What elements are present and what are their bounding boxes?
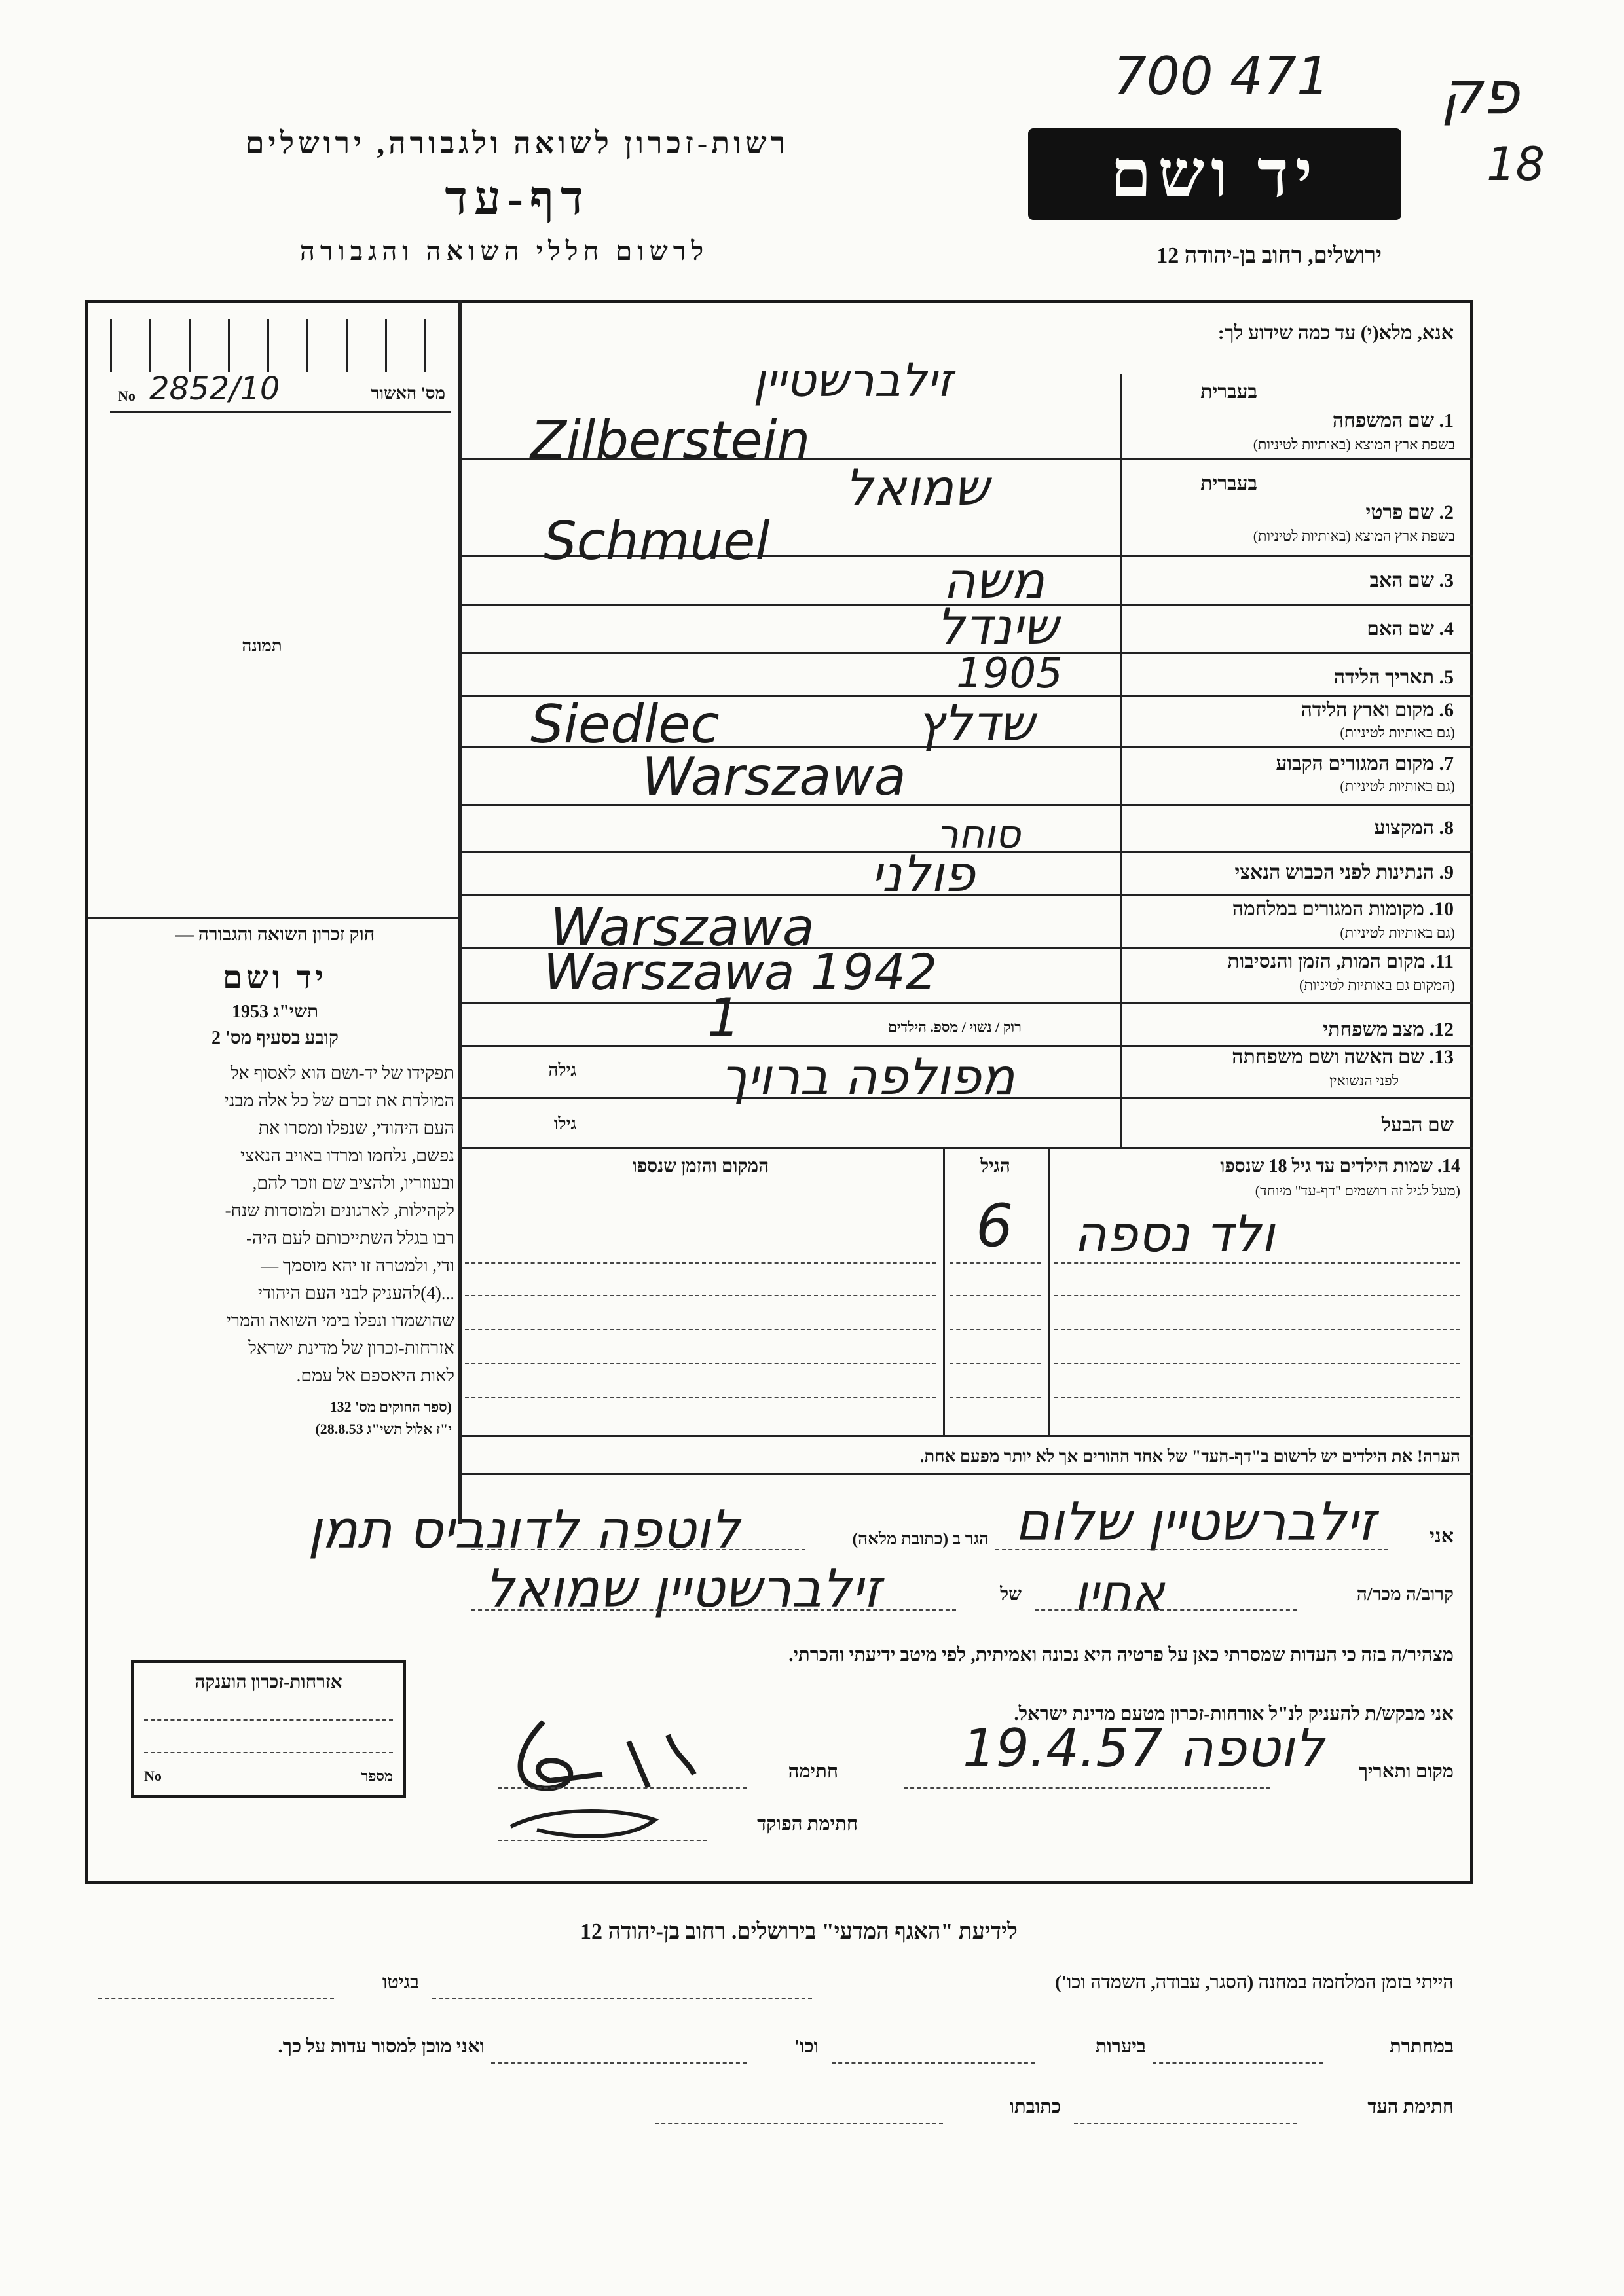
of-line <box>471 1609 956 1611</box>
children-name-line-3 <box>1054 1329 1460 1330</box>
field-7-value-latin: Warszawa <box>642 746 906 807</box>
children-note: הערה! את הילדים יש לרשום ב"דף-העד" של אחד ההורים אך לא יותר מפעם אחת. <box>919 1447 1460 1466</box>
footer-line-2b: ביערות <box>1095 2036 1146 2057</box>
law-line-7: רבו בגלל השתייכותם לעם היה- <box>246 1228 454 1248</box>
sidebar-divider <box>458 300 462 1524</box>
label-column-divider <box>1120 374 1122 1147</box>
footer-line-1b: בגיטו <box>382 1972 419 1993</box>
citizenship-title: אזרחות-זכרון הוענקה <box>194 1672 342 1692</box>
official-label: חתימת הפוקד <box>757 1813 858 1834</box>
law-title: חוק זכרון השואה והגבורה — <box>175 924 375 945</box>
field-11-value-latin: Warszawa 1942 <box>544 943 938 1001</box>
field-11-sub2: (המקום גם באותיות לטיניות) <box>1299 977 1455 993</box>
footer-line-3-blank-2 <box>655 2123 943 2124</box>
field-12-options: רוק / נשוי / מספ. הילדים <box>888 1019 1022 1035</box>
place-date-label: מקום ותאריך <box>1358 1761 1454 1782</box>
child-1-name: ולד נספה <box>1074 1205 1275 1263</box>
law-line-5: ובעוזריו, ולהציב שם וזכר להם, <box>252 1173 454 1193</box>
children-name-line-4 <box>1054 1363 1460 1364</box>
field-1-sublabel: בעברית <box>1200 381 1257 403</box>
wife-age-label: גילה <box>548 1061 576 1080</box>
registration-underline <box>110 411 451 413</box>
field-13-sub2: לפני הנשואין <box>1329 1072 1399 1089</box>
field-10-sub2: (גם באותיות לטיניות) <box>1340 924 1455 941</box>
field-11-label: 11. מקום המות, הזמן והנסיבות <box>1227 951 1454 972</box>
signature-label: חתימה <box>788 1761 838 1782</box>
official-line <box>498 1840 707 1841</box>
field-6-label: 6. מקום וארץ הלידה <box>1301 699 1454 721</box>
note-bottom-line <box>458 1473 1473 1475</box>
declarant-name: זילברשטיין שלום <box>1015 1491 1376 1552</box>
sidebar-sep <box>88 917 458 919</box>
children-age-line-3 <box>950 1329 1041 1330</box>
registration-ticks <box>110 319 451 372</box>
relation-line <box>1035 1609 1297 1611</box>
declarant-signature <box>498 1696 747 1807</box>
declaration-text: מצהיר/ה בזה כי העדות שמסרתי כאן על פרטיה היא נכונה ואמיתית, לפי מיטב ידיעתי והכרתי. <box>788 1645 1454 1666</box>
field-12-label: 12. מצב משפחתי <box>1323 1019 1454 1040</box>
field-13-line <box>458 1097 1473 1099</box>
footer-line-2-blank-1 <box>1153 2062 1323 2064</box>
footer-line-3b: כתובתו <box>1009 2096 1061 2117</box>
form-subtitle: לרשום חללי השואה והגבורה <box>299 236 709 266</box>
registration-no-prefix: No <box>118 388 136 404</box>
logo-text: יד ושם <box>1110 137 1320 211</box>
law-line-3: העם היהודי, שנפלו ומסרו את <box>258 1118 454 1138</box>
footer-line-3a: חתימת העד <box>1367 2096 1454 2117</box>
field-1-value-latin: Zilberstein <box>530 410 811 471</box>
field-9-value: פולני <box>871 845 975 903</box>
children-age-line-4 <box>950 1363 1041 1364</box>
law-line-2: המולדת את זכרם של כל אלה מבני <box>224 1091 454 1110</box>
children-row-line-4 <box>465 1363 936 1364</box>
law-line-6: לקהילות, לארגונים ולמוסדות שנח- <box>225 1201 454 1220</box>
footer-line-2-blank-2 <box>832 2062 1035 2064</box>
footer-line-2a: במחתרת <box>1390 2036 1454 2057</box>
children-col-divider-2 <box>943 1147 945 1435</box>
children-name-line-2 <box>1054 1295 1460 1296</box>
signature-line <box>498 1787 747 1789</box>
children-age-line-1 <box>950 1262 1041 1264</box>
children-label: 14. שמות הילדים עד גיל 18 שנספו <box>1220 1156 1460 1176</box>
footer-title: לידיעת "האגף המדעי" בירושלים. רחוב בן-יהודה 12 <box>580 1920 1018 1944</box>
citizenship-line-2 <box>144 1752 393 1753</box>
children-name-line-5 <box>1054 1397 1460 1398</box>
field-7-label: 7. מקום המגורים הקבוע <box>1276 753 1454 774</box>
field-6-sub2: (גם באותיות לטיניות) <box>1340 724 1455 740</box>
field-7-sub2: (גם באותיות לטיניות) <box>1340 778 1455 794</box>
field-5-label: 5. תאריך הלידה <box>1333 666 1454 688</box>
law-line-8: ודי, ולמטרה זו יהא מוסמך — <box>261 1256 454 1275</box>
field-7-line <box>458 804 1473 806</box>
children-sub: (מעל לגיל זה רושמים "דף-עד" מיוחד) <box>1255 1182 1460 1199</box>
relation-value: אחיו <box>1074 1563 1165 1622</box>
field-2-value-latin: Schmuel <box>544 511 770 572</box>
field-1-label: 1. שם המשפחה <box>1332 410 1454 431</box>
children-col-age: הגיל <box>980 1156 1010 1176</box>
declarant-ani: אני <box>1430 1525 1454 1547</box>
of-label: של <box>1000 1584 1022 1605</box>
law-line-9: ...(4)להעניק לבני העם היהודי <box>257 1283 454 1303</box>
field-3-label: 3. שם האב <box>1369 570 1454 591</box>
declarant-address-label: הגר ב (כתובת מלאה) <box>852 1529 989 1548</box>
footer-line-1a: הייתי בזמן המלחמה במחנה (הסגר, עבודה, השמדה וכו') <box>1055 1972 1454 1993</box>
field-6-value-latin: Siedlec <box>530 694 720 755</box>
husband-label: שם הבעל <box>1381 1114 1454 1136</box>
footer-line-1-blank <box>432 1998 812 1999</box>
intro-text: אנא, מלא(י) עד כמה שידוע לך: <box>1217 322 1454 344</box>
field-4-label: 4. שם האם <box>1367 618 1454 640</box>
registration-label: מס' האשור <box>371 384 445 403</box>
footer-line-1-blank-2 <box>98 1998 334 1999</box>
field-8-label: 8. המקצוע <box>1374 817 1454 839</box>
field-2-value-hebrew: שמואל <box>845 458 989 517</box>
declarant-address: לוטפה לדונביס תמן <box>308 1499 740 1560</box>
address: ירושלים, רחוב בן-יהודה 12 <box>1156 244 1382 268</box>
corner-mark: פק <box>1441 59 1520 128</box>
law-line-4: נפשם, נלחמו ומרדו באויב הנאצי <box>240 1146 454 1165</box>
field-5-value: 1905 <box>956 649 1063 698</box>
corner-mark-2: 18 <box>1486 137 1545 191</box>
law-line-12: לאות היאספם אל עמם. <box>296 1366 454 1385</box>
registration-number: 2852/10 <box>149 371 280 407</box>
children-col-divider-1 <box>1048 1147 1050 1435</box>
field-8-value: סוחר <box>936 812 1021 858</box>
citizenship-number-label: מספר <box>361 1768 393 1784</box>
field-4-value: שינדל <box>936 597 1058 655</box>
child-1-age: 6 <box>976 1192 1014 1260</box>
relation-label: קרוב/ה מכר/ה <box>1356 1584 1454 1605</box>
children-bottom-line <box>458 1435 1473 1437</box>
field-13-value: מפולפה ברויך <box>720 1048 1015 1106</box>
children-age-line-5 <box>950 1397 1041 1398</box>
photo-label: תמונה <box>242 636 282 655</box>
field-3-value: משה <box>943 551 1045 610</box>
children-name-line-1 <box>1054 1262 1460 1264</box>
law-clause: קובע בסעיף מס' 2 <box>212 1028 339 1048</box>
children-row-line-1 <box>465 1262 936 1264</box>
declarant-address-line <box>471 1549 805 1550</box>
husband-age-label: גילו <box>553 1114 576 1133</box>
law-line-1: תפקידו של יד-ושם הוא לאסוף אל <box>230 1063 454 1083</box>
declarant-name-line <box>995 1549 1388 1550</box>
footer-line-2-blank-3 <box>491 2062 747 2064</box>
official-signature <box>498 1794 707 1846</box>
law-line-11: אזרחות-זכרון של מדינת ישראל <box>248 1338 454 1358</box>
footer-line-2c: וכו' <box>794 2036 819 2057</box>
footer-line-3-blank-1 <box>1074 2123 1297 2124</box>
field-2-label: 2. שם פרטי <box>1365 501 1454 523</box>
field-9-label: 9. הנתינות לפני הכבוש הנאצי <box>1234 862 1454 883</box>
place-date-value: לוטפה 19.4.57 <box>963 1718 1325 1779</box>
field-2-sub2: בשפת ארץ המוצא (באותיות לטיניות) <box>1253 528 1455 544</box>
place-date-line <box>904 1787 1270 1789</box>
law-source-2: י"ז אלול תשי"ג 28.8.53) <box>315 1421 452 1437</box>
field-6-line <box>458 746 1473 748</box>
law-text <box>96 1059 454 1389</box>
field-1-sub2: בשפת ארץ המוצא (באותיות לטיניות) <box>1253 436 1455 452</box>
field-6-value-hebrew: שדלץ <box>917 694 1035 752</box>
of-name: זילברשטיין שמואל <box>485 1558 881 1619</box>
field-2-sublabel: בעברית <box>1200 473 1257 494</box>
law-line-10: שהושמדו ונפלו בימי השואה והמרי <box>226 1311 454 1330</box>
children-row-line-2 <box>465 1295 936 1296</box>
citizenship-no: No <box>144 1768 162 1784</box>
law-name: יד ושם <box>223 960 327 995</box>
archive-number: 700 471 <box>1113 46 1330 107</box>
children-col-place: המקום והזמן שנספו <box>632 1156 769 1176</box>
footer-line-2d: ואני מוכן למסור עדות על כך. <box>278 2036 485 2057</box>
law-year: תשי"ג 1953 <box>231 1002 319 1022</box>
request-text: אני מבקש/ת להעניק לנ"ל אורחות-זכרון מטעם מדינת ישראל. <box>1014 1704 1454 1724</box>
citizenship-line-1 <box>144 1719 393 1721</box>
children-row-line-5 <box>465 1397 936 1398</box>
children-row-line-3 <box>465 1329 936 1330</box>
yad-vashem-logo <box>1028 128 1401 220</box>
field-9-line <box>458 894 1473 896</box>
field-1-value-hebrew: זילברשטיין <box>753 354 953 407</box>
husband-line <box>458 1147 1473 1149</box>
law-source: (ספר החוקים מס' 132 <box>329 1398 452 1415</box>
field-11-line <box>458 1002 1473 1004</box>
field-13-label: 13. שם האשה ושם משפחתה <box>1232 1046 1454 1068</box>
form-title: דף-עד <box>445 172 590 225</box>
field-10-value-latin: Warszawa <box>550 897 815 958</box>
field-10-label: 10. מקומות המגורים במלחמה <box>1232 898 1454 920</box>
authority-line: רשות-זכרון לשואה ולגבורה, ירושלים <box>245 126 790 160</box>
field-12-value: 1 <box>707 987 741 1048</box>
children-age-line-2 <box>950 1295 1041 1296</box>
